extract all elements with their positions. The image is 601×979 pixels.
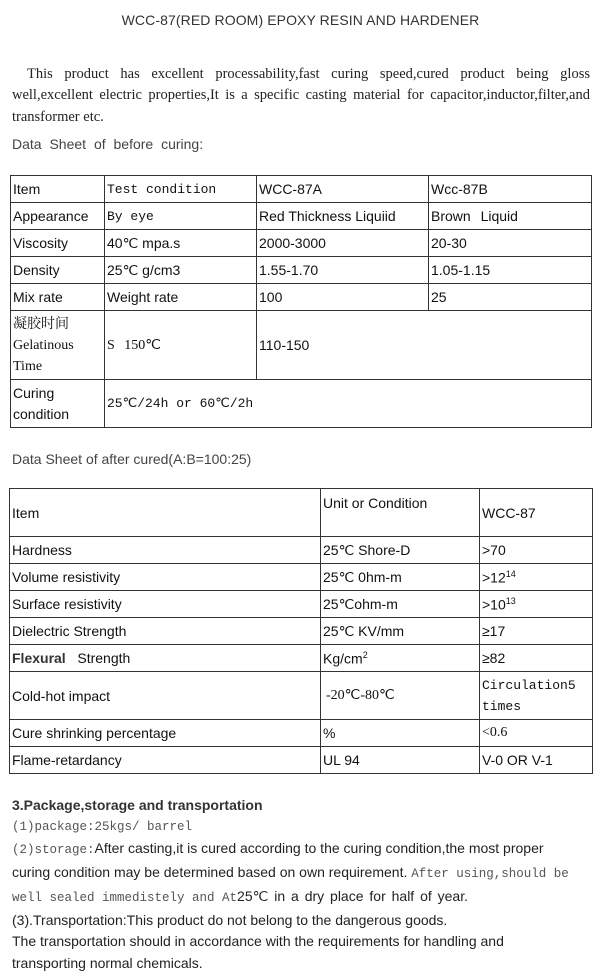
unit-cell: 25℃ KV/mm [321, 618, 480, 645]
unit-exponent: 2 [362, 649, 368, 660]
item-label-bold: Flexural [12, 650, 66, 666]
item-cell: Cold-hot impact [10, 672, 321, 720]
table-row [11, 203, 592, 230]
unit-cell: 25℃ 0hm-m [321, 564, 480, 591]
unit-cell: 25℃ Shore-D [321, 537, 480, 564]
value-a-cell: 1.55-1.70 [257, 257, 429, 284]
table-row [11, 284, 592, 311]
table-row [11, 380, 592, 428]
item-cell [11, 380, 105, 428]
item-label-en: Gelatinous [13, 337, 74, 353]
header-cell: Wcc-87B [429, 176, 592, 203]
transport-line: (3).Transportation:This product do not belong to the dangerous goods. [12, 911, 448, 928]
item-label: Strength [77, 650, 131, 666]
storage-text-mono: After using,should be [411, 867, 569, 882]
table-row [10, 564, 593, 591]
value-base: >12 [482, 569, 506, 586]
before-curing-heading: Data Sheet of before curing: [12, 136, 204, 152]
item-cell: Dielectric Strength [10, 618, 321, 645]
header-cell: Unit or Condition [321, 489, 480, 537]
value-a-cell: 2000-3000 [257, 230, 429, 257]
package-line: (1)package:25kgs/ barrel [12, 819, 193, 834]
header-cell: Item [10, 489, 321, 537]
value-b-cell: Brown Liquid [429, 203, 592, 230]
unit-cell: UL 94 [321, 747, 480, 774]
storage-line [12, 838, 592, 862]
item-cell: Appearance [11, 203, 105, 230]
after-cured-table [9, 488, 593, 774]
value-cell [480, 591, 593, 618]
item-cell: Density [11, 257, 105, 284]
value-b-cell: 1.05-1.15 [429, 257, 592, 284]
header-cell: Test condition [105, 176, 257, 203]
table-header-row [10, 489, 593, 537]
condition-cell: By eye [105, 203, 257, 230]
item-cell: Hardness [10, 537, 321, 564]
unit-cell [321, 645, 480, 672]
item-cell: Viscosity [11, 230, 105, 257]
value-exponent: 14 [505, 568, 516, 579]
condition-cell: 40℃ mpa.s [105, 230, 257, 257]
item-label: condition [13, 405, 70, 422]
item-cell [11, 311, 105, 380]
table-row [10, 591, 593, 618]
package-section [12, 795, 592, 975]
value-cell: 25℃/24h or 60℃/2h [105, 380, 592, 428]
condition-cell: Weight rate [105, 284, 257, 311]
table-row [10, 618, 593, 645]
value-cell [480, 564, 593, 591]
value-cell: ≥82 [480, 645, 593, 672]
header-cell: Item [11, 176, 105, 203]
table-header-row [11, 176, 592, 203]
table-row [10, 537, 593, 564]
storage-line [12, 862, 592, 886]
intro-paragraph: This product has excellent processability,fast curing speed,cured product being gloss well,excellent electric properties,It is a specific casting material for capacitor,inductor,filter,and transformer etc. [12, 65, 590, 125]
value-line: times [482, 698, 522, 714]
before-curing-table [10, 175, 592, 428]
condition-cell: 25℃ g/cm3 [105, 257, 257, 284]
item-label: Curing [13, 384, 55, 401]
value-b-cell: 20-30 [429, 230, 592, 257]
unit-cell: % [321, 720, 480, 747]
transport-line: transporting normal chemicals. [12, 954, 203, 971]
header-cell: WCC-87 [480, 489, 593, 537]
value-cell: >70 [480, 537, 593, 564]
item-label-cn: 凝胶时间 [13, 316, 69, 332]
unit-cell: 25℃ohm-m [321, 591, 480, 618]
value-line: Circulation5 [482, 677, 576, 693]
page-title: WCC-87(RED ROOM) EPOXY RESIN AND HARDENER [121, 12, 480, 28]
item-cell: Surface resistivity [10, 591, 321, 618]
transport-line: The transportation should in accordance with the requirements for handling and [12, 933, 504, 950]
value-cell: V-0 OR V-1 [480, 747, 593, 774]
table-row [10, 672, 593, 720]
value-a-cell: Red Thickness Liquiid [257, 203, 429, 230]
storage-line [12, 886, 592, 910]
condition-cell: S 150℃ [105, 311, 257, 380]
storage-text: curing condition may be determined based on own requirement. [12, 864, 408, 881]
table-row [10, 747, 593, 774]
value-base: >10 [482, 596, 506, 613]
value-cell: <0.6 [480, 720, 593, 747]
storage-label: (2)storage: [12, 843, 95, 858]
value-b-cell: 25 [429, 284, 592, 311]
item-cell: Volume resistivity [10, 564, 321, 591]
value-cell: 110-150 [257, 311, 592, 380]
storage-text: After casting,it is cured according to the curing condition,the most proper [94, 840, 544, 857]
package-heading: 3.Package,storage and transportation [12, 797, 263, 813]
value-exponent: 13 [505, 595, 516, 606]
item-cell: Cure shrinking percentage [10, 720, 321, 747]
table-row [11, 257, 592, 284]
item-cell: Mix rate [11, 284, 105, 311]
table-row [11, 230, 592, 257]
unit-cell: -20℃-80℃ [321, 672, 480, 720]
table-row [11, 311, 592, 380]
item-cell: Flame-retardancy [10, 747, 321, 774]
value-cell: ≥17 [480, 618, 593, 645]
unit-base: Kg/cm [323, 650, 363, 667]
header-cell: WCC-87A [257, 176, 429, 203]
value-cell [480, 672, 593, 720]
storage-text-mono: well sealed immedistely and At [12, 890, 238, 905]
storage-text: 25℃ in a dry place for half of year. [237, 887, 468, 904]
table-row [10, 720, 593, 747]
table-row [10, 645, 593, 672]
item-cell [10, 645, 321, 672]
item-label-en: Time [13, 358, 43, 374]
value-a-cell: 100 [257, 284, 429, 311]
after-cured-heading: Data Sheet of after cured(A:B=100:25) [12, 451, 252, 467]
